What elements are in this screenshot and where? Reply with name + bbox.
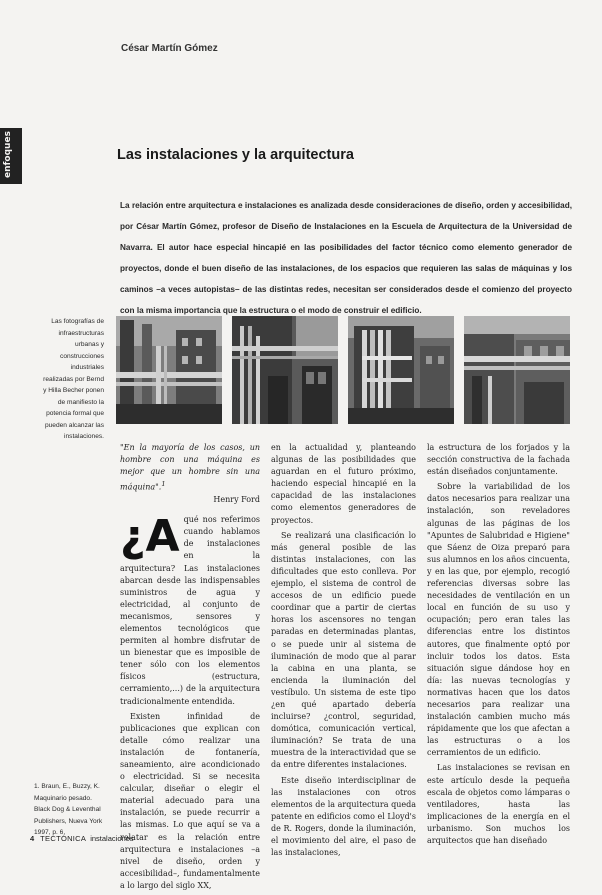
epigraph-footnote-ref: 1 xyxy=(161,480,166,489)
body-paragraph: Existen infinidad de publicaciones que explican con detalle cómo realizar una instalación de fontanería, saneamiento, aire acondicionado o electricidad. Si se necesita calcular, diseñar o elegir el material adecuado para una instalación, se puede recurrir a las mismas. Lo que aquí se va a relatar es la relación entre arquitectura e instalaciones –a nivel de diseño, orden y accesibilidad–, fundamentalmente a lo largo del siglo XX, xyxy=(120,711,260,890)
epigraph-text: "En la mayoría de los casos, un hombre con una máquina es mejor que un hombre sin una máquina". xyxy=(120,443,260,492)
issue-name: instalaciones xyxy=(90,834,134,843)
body-paragraph-text: qué nos referimos cuando hablamos de instalaciones en la arquitectura? Las instalaciones abarcan desde las indispensables suministros de agua y electricidad, al conjunto de mecanismos, sensores y elementos tecnológicos que permiten al hombre disfrutar de un bienestar que es imposible de tener sólo con los elementos físicos (estructura, cerramiento,...) de la arquitectura tradicionalmente entendida. xyxy=(120,515,260,706)
section-tab-label: enfoques xyxy=(3,131,13,178)
epigraph-source: Henry Ford xyxy=(213,495,260,505)
footnote: 1. Braun, E., Buzzy, K. Maquinario pesado. Black Dog & Leventhal Publishers, Nueva York 1997, p. 6. xyxy=(34,783,103,836)
photo-strip xyxy=(116,316,570,424)
industrial-photo-3 xyxy=(348,316,454,424)
body-paragraph xyxy=(120,511,260,708)
photo-industrial-3 xyxy=(348,316,454,424)
text-column-1 xyxy=(120,442,260,895)
article-title: Las instalaciones y la arquitectura xyxy=(117,147,354,163)
magazine-name: TECTÓNICA xyxy=(40,834,87,843)
page-footer xyxy=(30,834,134,843)
body-paragraph: Se realizará una clasificación lo más general posible de las distintas instalaciones, con las dificultades que esto conlleva. Por ejemplo, el sistema de control de accesos de un edificio puede coordinar que a partir de ciertas horas los ascensores no tengan paradas en determinadas plantas, o se puede unir al sistema de iluminación de modo que al parar la cabina en una planta, se encienda la iluminación del vestíbulo. Un sistema de este tipo ¿en qué apartado debería incluirse? ¿control, seguridad, domótica, comunicación vertical, iluminación? Se trata de una muestra de la interactividad que se da entre diferentes instalaciones. xyxy=(271,530,416,770)
body-paragraph: la estructura de los forjados y la sección constructiva de la fachada están diseñados conjuntamente. xyxy=(427,443,570,477)
industrial-photo-4 xyxy=(464,316,570,424)
epigraph-quote xyxy=(120,442,260,494)
abstract: La relación entre arquitectura e instalaciones es analizada desde consideraciones de diseño, orden y accesibilidad, por César Martín Gómez, profesor de Diseño de Instalaciones en la Escuela de Arquitectura de la Universidad de Navarra. El autor hace especial hincapié en las posibilidades del factor técnico como elemento generador de proyectos, donde el buen diseño de las instalaciones, de los espacios que requieren las salas de máquinas y los caminos –a veces autopistas– de las distintas redes, necesitan ser considerados desde el comienzo del proyecto con la misma importancia que la estructura o el modo de construir el edificio. xyxy=(120,201,572,315)
photo-industrial-2 xyxy=(232,316,338,424)
body-paragraph: Sobre la variabilidad de los datos necesarios para realizar una instalación, son reveladores algunas de las páginas de los "Apuntes de Salubridad e Higiene" que Sáenz de Oiza preparó para sus alumnos en los años cincuenta, y en las que, por ejemplo, recogió referencias diversas sobre las necesidades de ventilación en un local en función de su uso y ocupación; pero eran tales las diferencias entre los distintos autores, que finalmente optó por incluir todos los datos. Esta situación sigue dándose hoy en día: las nuevas tecnologías y normativas hacen que los datos necesarios para realizar una instalación cambien mucho más rápidamente que los que afectan a las estructuras o a los cerramientos de un edificio. xyxy=(427,482,570,758)
text-column-3 xyxy=(427,442,570,850)
photo-industrial-1 xyxy=(116,316,222,424)
industrial-photo-1 xyxy=(116,316,222,424)
industrial-photo-2 xyxy=(232,316,338,424)
author-name: César Martín Gómez xyxy=(121,43,218,54)
drop-cap: ¿A xyxy=(120,511,180,563)
photo-caption: Las fotografías de infraestructuras urbanas y construcciones industriales realizadas por Bernd y Hilla Becher ponen de manifiesto la potencia formal que pueden alcanzar las instalaciones. xyxy=(43,318,104,440)
photo-industrial-4 xyxy=(464,316,570,424)
text-column-2 xyxy=(271,442,416,862)
body-paragraph: Este diseño interdisciplinar de las instalaciones con otros elementos de la arquitectura queda patente en edificios como el Lloyd's de R. Rogers, donde la iluminación, el movimiento del aire, el paso de las instalaciones, xyxy=(271,775,416,858)
page-number: 4 xyxy=(30,834,35,843)
body-paragraph: Las instalaciones se revisan en este artículo desde la pequeña escala de objetos como lámparas o ventiladores, hasta las implicaciones de la energía en el urbanismo. Son muchos los arquitectos que han diseñado xyxy=(427,763,570,845)
body-paragraph: en la actualidad y, planteando algunas de las posibilidades que aguardan en el futuro próximo, haciendo especial hincapié en la capacidad de las instalaciones como elementos generadores de proyectos. xyxy=(271,443,416,525)
section-tab xyxy=(0,128,22,184)
